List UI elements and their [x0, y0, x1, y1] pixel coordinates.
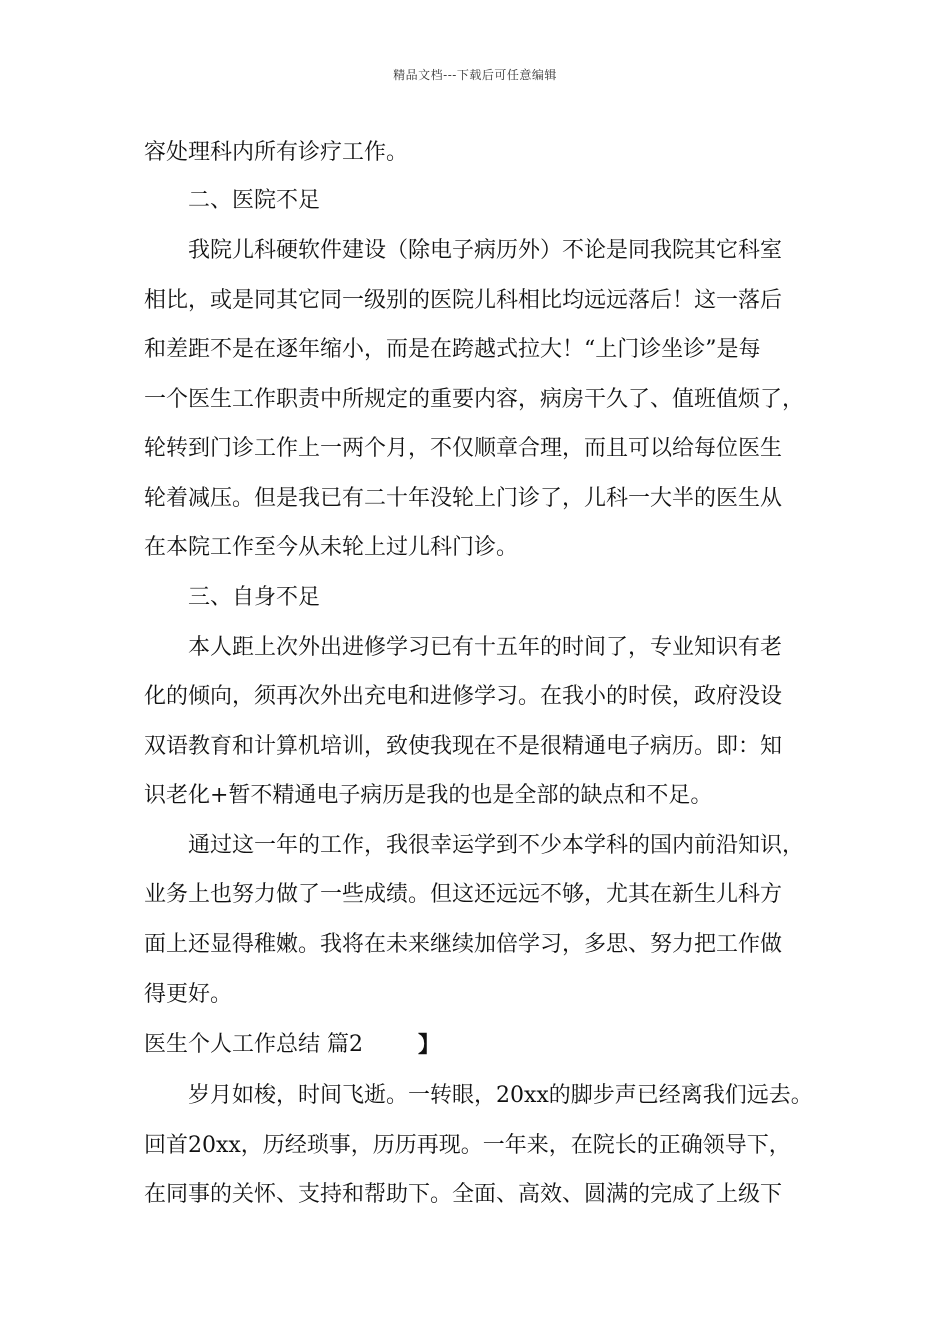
- body-line: 我院儿科硬软件建设（除电子病历外）不论是同我院其它科室: [188, 238, 783, 263]
- body-line: 在本院工作至今从未轮上过儿科门诊。: [144, 535, 519, 560]
- body-line: 双语教育和计算机培训，致使我现在不是很精通电子病历。即：知: [144, 734, 783, 759]
- body-line: 化的倾向，须再次外出充电和进修学习。在我小的时侯，政府没设: [144, 684, 783, 709]
- body-line: 通过这一年的工作，我很幸运学到不少本学科的国内前沿知识，: [188, 833, 805, 858]
- body-line: 识老化+暂不精通电子病历是我的也是全部的缺点和不足。: [144, 783, 713, 808]
- body-line: 业务上也努力做了一些成绩。但这还远远不够，尤其在新生儿科方: [144, 882, 783, 907]
- section-heading-hospital: 二、医院不足: [188, 188, 321, 213]
- body-line: 本人距上次外出进修学习已有十五年的时间了，专业知识有老: [188, 635, 783, 660]
- body-line: 岁月如梭，时间飞逝。一转眼，20xx的脚步声已经离我们远去。: [188, 1083, 813, 1108]
- section-heading-self: 三、自身不足: [188, 585, 321, 610]
- body-line: 和差距不是在逐年缩小，而是在跨越式拉大！“上门诊坐诊”是每: [144, 337, 761, 362]
- article-section-title: 医生个人工作总结 篇2: [144, 1032, 363, 1057]
- body-line: 在同事的关怀、支持和帮助下。全面、高效、圆满的完成了上级下: [144, 1182, 783, 1207]
- body-line: 得更好。: [144, 982, 233, 1007]
- body-line: 轮转到门诊工作上一两个月，不仅顺章合理，而且可以给每位医生: [144, 436, 783, 461]
- body-line: 轮着减压。但是我已有二十年没轮上门诊了，儿科一大半的医生从: [144, 486, 783, 511]
- body-line: 一个医生工作职责中所规定的重要内容，病房干久了、值班值烦了，: [144, 387, 805, 412]
- closing-bracket: 】: [418, 1032, 441, 1058]
- body-line: 相比，或是同其它同一级别的医院儿科相比均远远落后！这一落后: [144, 288, 783, 313]
- body-line: 回首20xx，历经琐事，历历再现。一年来，在院长的正确领导下，: [144, 1133, 791, 1158]
- body-line: 容处理科内所有诊疗工作。: [144, 140, 409, 165]
- page-header: 精品文档---下载后可任意编辑: [393, 68, 557, 82]
- body-line: 面上还显得稚嫩。我将在未来继续加倍学习，多思、努力把工作做: [144, 932, 783, 957]
